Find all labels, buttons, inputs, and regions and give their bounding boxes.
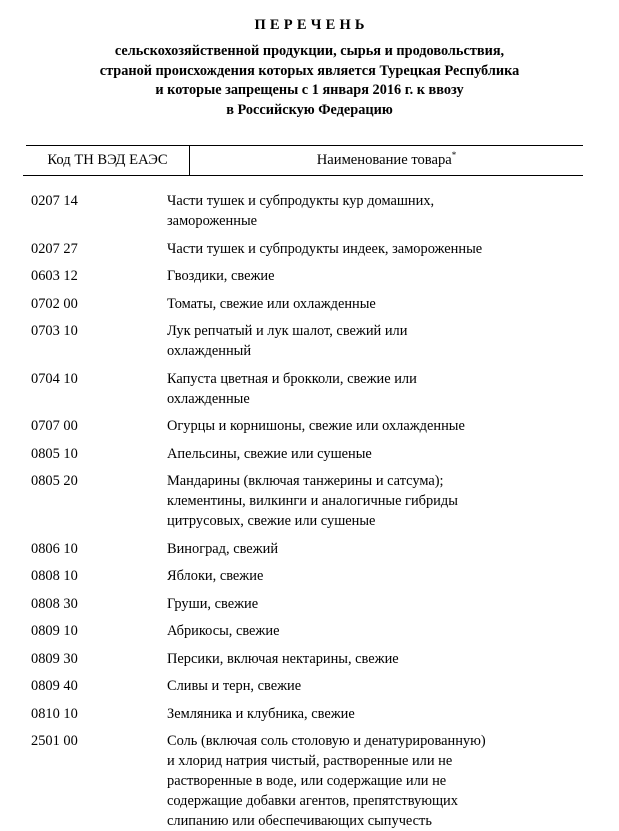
table-row (0, 444, 619, 464)
cell-product-code: 0603 12 (31, 268, 78, 284)
cell-product-name (167, 594, 619, 614)
table-header-row (0, 145, 619, 176)
subtitle-line: в Российскую Федерацию (226, 101, 393, 118)
cell-product-name (167, 444, 619, 464)
product-name-line: Яблоки, свежие (167, 568, 264, 584)
cell-product-name (167, 621, 619, 641)
cell-product-name (167, 471, 619, 531)
table-header-bottom-rule (23, 175, 583, 176)
cell-product-code: 0809 10 (31, 623, 78, 639)
footnote-marker-icon: * (451, 150, 457, 161)
table-row (0, 649, 619, 669)
product-name-line: содержащие добавки агентов, препятствующих (167, 793, 458, 809)
product-name-line: Гвоздики, свежие (167, 268, 275, 284)
table-row (0, 539, 619, 559)
cell-product-code: 0702 00 (31, 295, 78, 312)
document-subtitle (40, 42, 580, 120)
product-name-line: Абрикосы, свежие (167, 623, 280, 639)
product-name-line: охлажденный (167, 343, 252, 359)
product-name-line: Мандарины (включая танжерины и сатсума); (167, 473, 444, 489)
cell-product-code: 0805 10 (31, 445, 78, 462)
cell-product-name (167, 416, 619, 436)
cell-product-code: 0707 00 (31, 418, 78, 434)
subtitle-line: страной происхождения которых является Турецкая Республика (99, 62, 520, 79)
cell-product-name (167, 676, 619, 696)
table-row (0, 594, 619, 614)
cell-product-name (167, 649, 619, 669)
cell-product-code: 0809 30 (31, 650, 78, 667)
product-name-line: Лук репчатый и лук шалот, свежий или (167, 323, 408, 339)
subtitle-line: и которые запрещены с 1 января 2016 г. к ввозу (155, 82, 464, 98)
cell-product-code: 0207 27 (31, 240, 78, 257)
table-body (0, 191, 619, 831)
subtitle-line: сельскохозяйственной продукции, сырья и продовольствия, (114, 43, 505, 59)
cell-product-name (167, 566, 619, 586)
table-row (0, 191, 619, 231)
cell-product-name (167, 266, 619, 286)
table-row (0, 566, 619, 586)
cell-product-name (167, 369, 619, 409)
table-row (0, 704, 619, 724)
cell-product-code: 0207 14 (31, 193, 78, 209)
cell-product-code: 0704 10 (31, 370, 78, 387)
cell-product-name (167, 704, 619, 724)
cell-product-code: 0809 40 (31, 678, 78, 694)
product-name-line: охлажденные (167, 390, 250, 407)
cell-product-code: 0703 10 (31, 323, 78, 339)
cell-product-code: 2501 00 (31, 733, 78, 749)
column-header-name-text: Наименование товара (316, 152, 452, 168)
product-name-line: Апельсины, свежие или сушеные (167, 445, 372, 462)
product-name-line: Земляника и клубника, свежие (167, 705, 355, 722)
product-name-line: клементины, вилкинги и аналогичные гибриды (167, 493, 458, 509)
product-name-line: Части тушек и субпродукты индеек, замороженные (167, 240, 483, 257)
page-title: ПЕРЕЧЕНЬ (254, 17, 369, 33)
table-row (0, 676, 619, 696)
cell-product-code: 0808 30 (31, 595, 78, 612)
product-name-line: Соль (включая соль столовую и денатурированную) (167, 733, 486, 749)
cell-product-name (167, 294, 619, 314)
product-name-line: Огурцы и корнишоны, свежие или охлажденные (167, 418, 465, 434)
product-name-line: растворенные в воде, или содержащие или не (167, 773, 447, 789)
product-name-line: Виноград, свежий (167, 540, 279, 557)
cell-product-name (167, 239, 619, 259)
table-top-rule (26, 145, 583, 146)
table-row (0, 416, 619, 436)
table-row (0, 471, 619, 531)
table-row (0, 239, 619, 259)
cell-product-code: 0805 20 (31, 473, 78, 489)
product-name-line: замороженные (167, 213, 258, 229)
cell-product-name (167, 539, 619, 559)
column-header-name (190, 150, 583, 170)
product-name-line: Капуста цветная и брокколи, свежие или (167, 370, 417, 387)
cell-product-code: 0810 10 (31, 705, 78, 722)
table-row (0, 621, 619, 641)
cell-product-name (167, 321, 619, 361)
product-name-line: Сливы и терн, свежие (167, 678, 302, 694)
cell-product-code: 0808 10 (31, 568, 78, 584)
cell-product-name (167, 191, 619, 231)
column-header-code: Код ТН ВЭД ЕАЭС (47, 152, 168, 168)
table-row (0, 294, 619, 314)
goods-table (0, 145, 619, 831)
table-row (0, 369, 619, 409)
product-name-line: Части тушек и субпродукты кур домашних, (167, 193, 435, 209)
product-name-line: цитрусовых, свежие или сушеные (167, 513, 376, 529)
cell-product-name (167, 731, 619, 831)
cell-product-code: 0806 10 (31, 540, 78, 557)
product-name-line: Персики, включая нектарины, свежие (167, 650, 399, 667)
product-name-line: и хлорид натрия чистый, растворенные или не (167, 753, 453, 769)
table-row (0, 321, 619, 361)
product-name-line: Груши, свежие (167, 595, 259, 612)
product-name-line: Томаты, свежие или охлажденные (167, 295, 376, 312)
product-name-line: слипанию или обеспечивающих сыпучесть (167, 813, 432, 829)
title-block (0, 0, 619, 120)
table-row (0, 731, 619, 831)
table-row (0, 266, 619, 286)
